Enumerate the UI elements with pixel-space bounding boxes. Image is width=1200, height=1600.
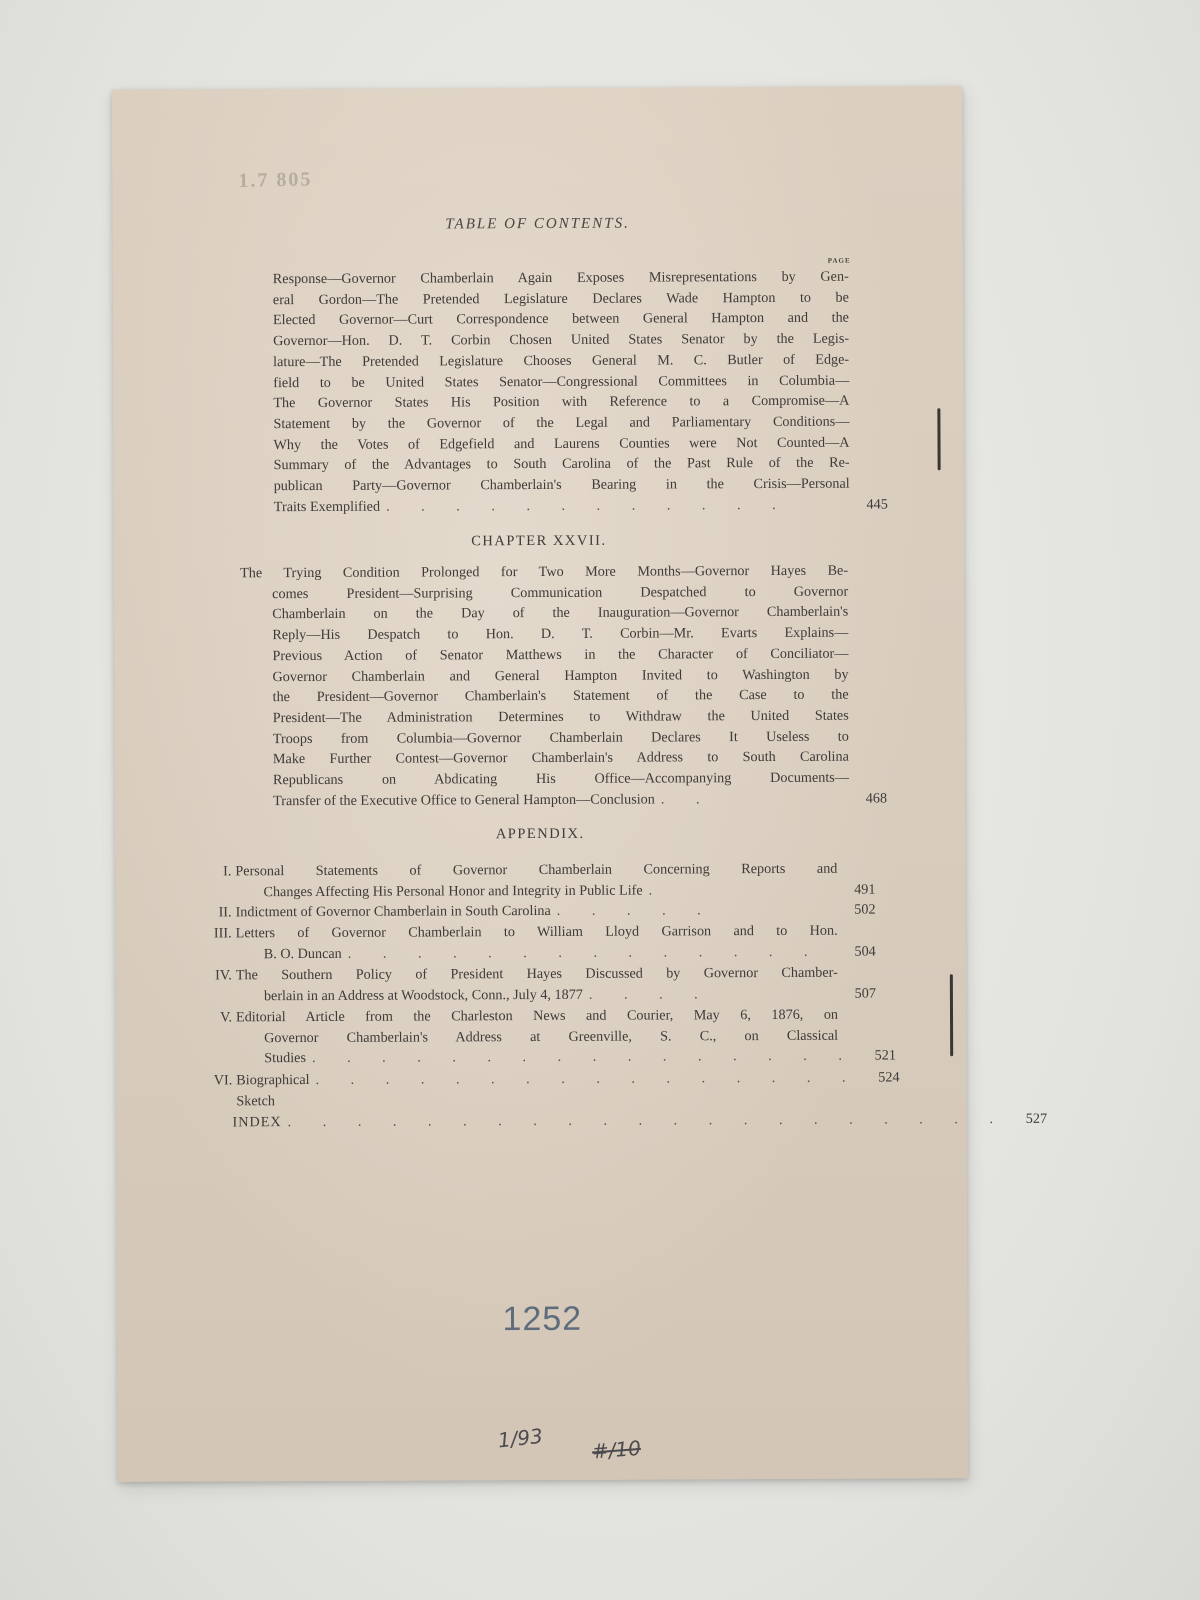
appendix-number: I. [223, 863, 232, 880]
toc-line-text: berlain in an Address at Woodstock, Conn., July 4, 1877 [263, 986, 583, 1004]
toc-line: Governor Chamberlain's Address at Greenville, S. C., on Classical [264, 1027, 839, 1046]
toc-line: Governor Chamberlain and General Hampton Invited to Washington by [272, 666, 849, 685]
toc-line: Republicans on Abdicating His Office—Accompanying Documents— [272, 769, 850, 789]
appendix-item [218, 900, 876, 923]
page-number: 468 [865, 790, 888, 807]
toc-line: Letters of Governor Chamberlain to William Lloyd Garrison and to Hon. [235, 922, 838, 942]
toc-line-last [273, 788, 888, 811]
toc-line: the President—Governor Chamberlain's Statement of the Case to the [272, 686, 849, 706]
faded-stamp: 1.7 805 [238, 168, 313, 192]
appendix-number: VI. [213, 1072, 233, 1089]
pamphlet-page [112, 86, 1048, 1482]
toc-line-text: Traits Exemplified [273, 498, 381, 515]
page-number: 507 [854, 985, 876, 1002]
toc-line: Make Further Contest—Governor Chamberlain's Address to South Carolina [272, 748, 849, 768]
handwritten-note: 1/93 [496, 1423, 544, 1453]
leader-dots: . . [660, 790, 714, 808]
appendix-number: II. [218, 904, 232, 921]
toc-line-last [273, 494, 888, 517]
toc-line: Why the Votes of Edgefield and Laurens Counties were Not Counted—A [273, 434, 850, 453]
leader-dots: . . . . . . . . . . . . . . . . [315, 1069, 860, 1088]
toc-line: comes President—Surprising Communication Despatched to Governor [272, 583, 849, 602]
index-label: INDEX [232, 1114, 282, 1131]
page-number: 524 [878, 1069, 900, 1086]
toc-line: Chamberlain on the Day of the Inauguration—Governor Chamberlain's [272, 604, 849, 623]
appendix-item [223, 859, 876, 903]
toc-line-last [235, 900, 876, 923]
toc-line: Reply—His Despatch to Hon. D. T. Corbin—Mr. Evarts Explains— [272, 624, 849, 644]
page-number: 504 [854, 943, 876, 960]
toc-line: Summary of the Advantages to South Carolina of the Past Rule of the Re- [273, 454, 850, 474]
toc-line: Troops from Columbia—Governor Chamberlain Declares It Useless to [272, 728, 849, 747]
toc-line: The Governor States His Position with Reference to a Compromise—A [273, 392, 850, 412]
page-column-label: PAGE [827, 256, 851, 265]
toc-line: eral Gordon—The Pretended Legislature Declares Wade Hampton to be [272, 289, 849, 308]
chapter-heading: CHAPTER XXVII. [471, 532, 607, 550]
staple-mark-lower [950, 974, 953, 1056]
page-number: 445 [866, 496, 888, 513]
toc-line-text: Transfer of the Executive Office to General Hampton—Conclusion [273, 791, 655, 809]
stamped-catalog-number: 1252 [502, 1299, 583, 1339]
appendix-item [215, 963, 876, 1007]
toc-line: field to be United States Senator—Congressional Committees in Columbia— [273, 372, 850, 391]
leader-dots: . . . . . . . . . . . . . . . . . . . . . [287, 1110, 1008, 1131]
appendix-number: III. [213, 925, 232, 942]
toc-line-text: Indictment of Governor Chamberlain in South Carolina [235, 902, 551, 921]
toc-line: Governor—Hon. D. T. Corbin Chosen United States Senator by the Legis- [273, 330, 850, 350]
appendix-item [220, 1005, 896, 1070]
appendix-number: V. [220, 1009, 233, 1026]
staple-mark-upper [937, 408, 940, 470]
toc-line: Elected Governor—Curt Correspondence between General Hampton and the [272, 310, 850, 329]
toc-line-last [232, 1110, 1048, 1133]
page-number: 502 [854, 901, 876, 918]
page-number: 521 [874, 1047, 896, 1064]
leader-dots: . . . . . . . . . . . . . . . . [311, 1048, 856, 1067]
toc-line: Response—Governor Chamberlain Again Exposes Misrepresentations by Gen- [272, 268, 849, 288]
leader-dots: . . . . . . . . . . . . . . [347, 943, 822, 962]
toc-line-last [236, 1046, 896, 1069]
toc-line: Editorial Article from the Charleston News and Courier, May 6, 1876, on [235, 1006, 839, 1026]
toc-line: Previous Action of Senator Matthews in the Character of Conciliator— [272, 645, 849, 664]
toc-line: Statement by the Governor of the Legal and Parliamentary Conditions— [273, 413, 850, 433]
leader-dots: . . . . [588, 985, 712, 1003]
toc-line-last [236, 941, 876, 964]
toc-entry-chapter-xxvi [272, 267, 888, 518]
leader-dots: . . . . . [556, 902, 715, 919]
page-number: 527 [1025, 1110, 1048, 1127]
toc-line-last [236, 983, 876, 1006]
toc-line-text: Biographical Sketch [236, 1072, 310, 1110]
handwritten-note: #/10 [591, 1435, 642, 1464]
toc-line: Personal Statements of Governor Chamberlain Concerning Reports and [235, 860, 838, 880]
toc-line-text: Changes Affecting His Personal Honor and Integrity in Public Life [263, 882, 643, 900]
toc-line: publican Party—Governor Chamberlain's Bearing in the Crisis—Personal [273, 475, 850, 495]
toc-line-text: B. O. Duncan [263, 945, 342, 962]
page-title: TABLE OF CONTENTS. [445, 215, 630, 233]
toc-entry-body [240, 581, 888, 811]
toc-line-last [236, 1068, 900, 1112]
appendix-item [213, 921, 876, 965]
toc-entry-chapter-xxvii [240, 561, 888, 812]
toc-line: The Trying Condition Prolonged for Two More Months—Governor Hayes Be- [240, 562, 849, 582]
toc-line: The Southern Policy of President Hayes Discussed by Governor Chamber- [235, 964, 838, 984]
index-entry [232, 1110, 1048, 1133]
toc-line: President—The Administration Determines to Withdraw the United States [272, 707, 849, 727]
appendix-number: IV. [215, 967, 232, 984]
appendix-heading: APPENDIX. [495, 825, 585, 843]
page-number: 491 [854, 881, 876, 898]
appendix-item [213, 1068, 900, 1112]
toc-line-text: Studies [264, 1050, 307, 1067]
toc-line: lature—The Pretended Legislature Chooses General M. C. Butler of Edge- [273, 351, 850, 370]
leader-dots: . [648, 882, 667, 899]
leader-dots: . . . . . . . . . . . . [386, 496, 790, 515]
